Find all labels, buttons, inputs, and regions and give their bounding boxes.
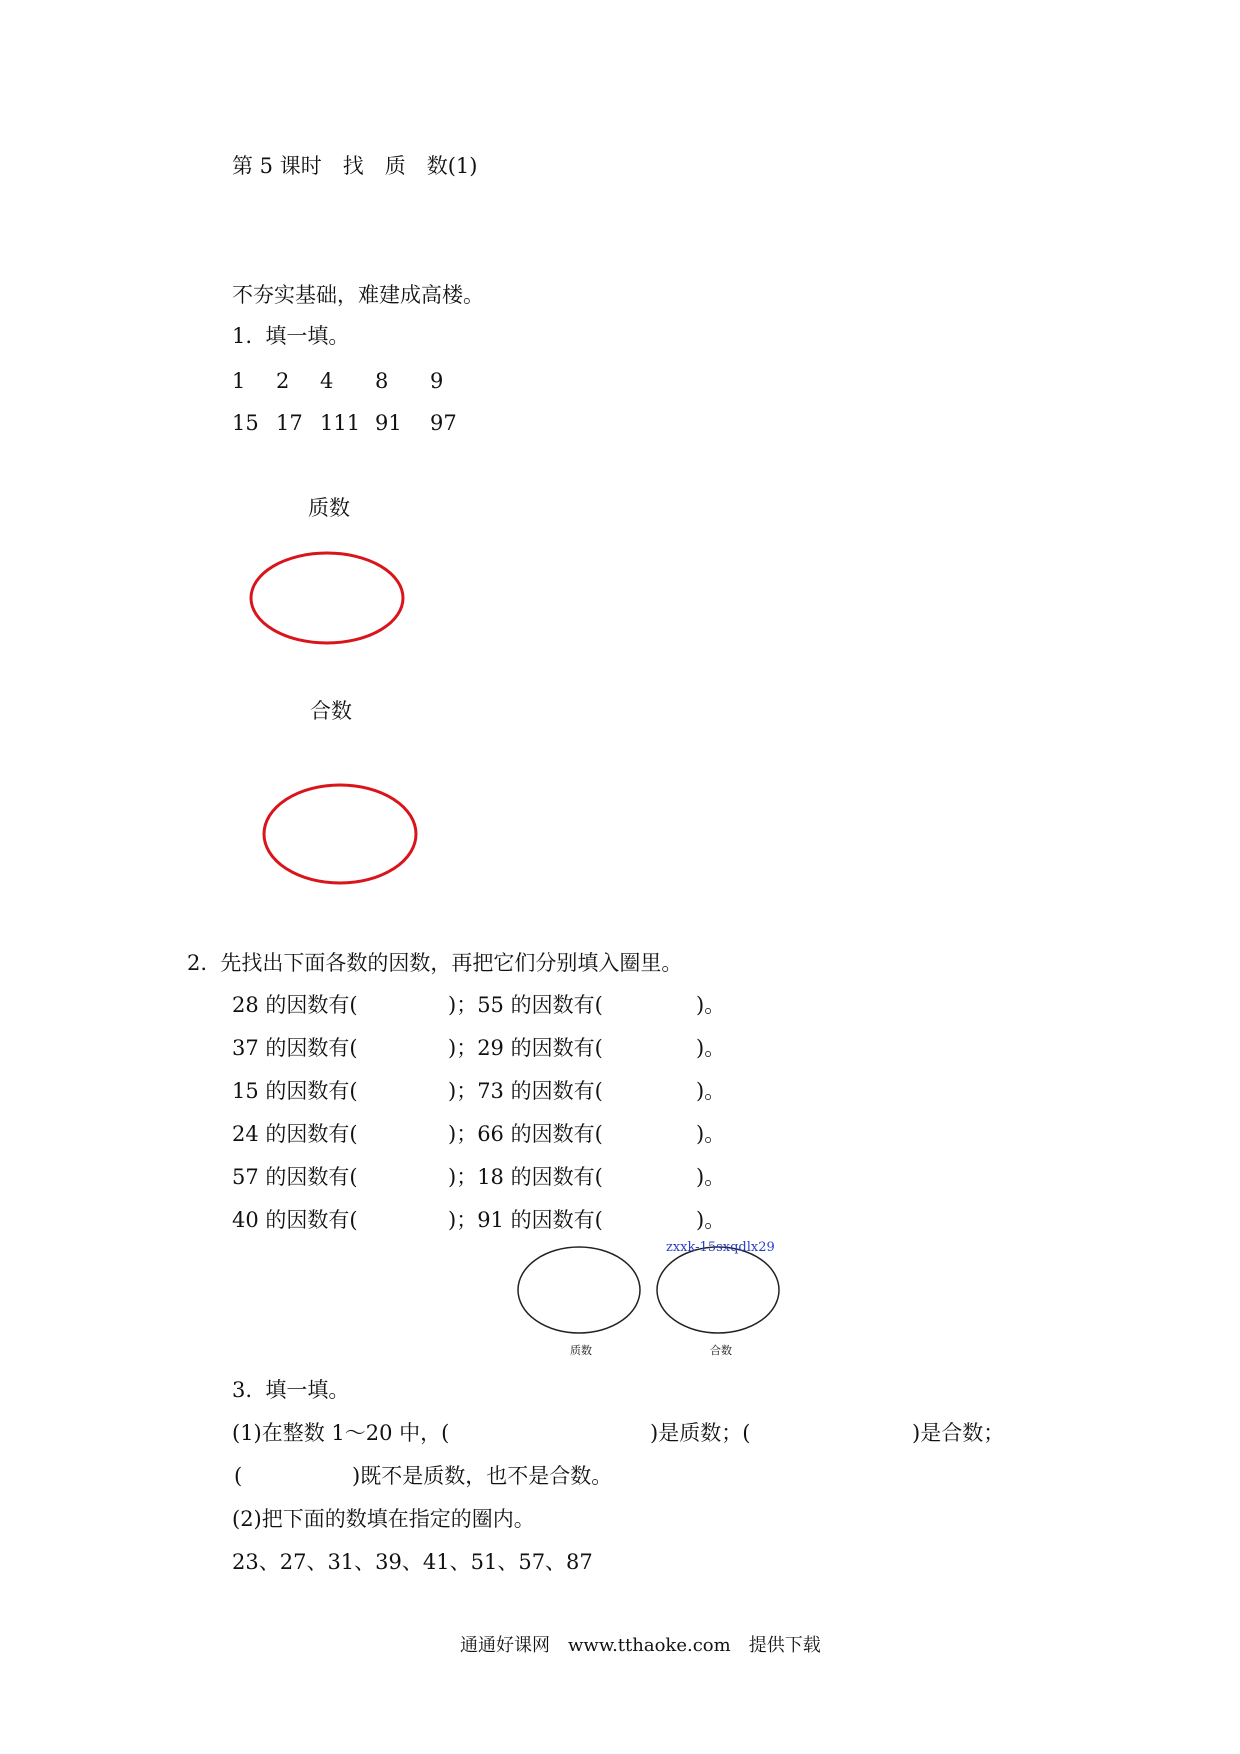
q1-title: 1. 填一填。 [232, 324, 350, 348]
q1-composite-label: 合数 [310, 699, 352, 723]
q2-composite-ellipse [657, 1247, 779, 1333]
q3-p2: (2)把下面的数填在指定的圈内。 [232, 1507, 535, 1531]
q2-row3-mid: )；73 的因数有( [448, 1079, 603, 1103]
q1-prime-label: 质数 [308, 496, 350, 520]
q2-row5-mid: )；18 的因数有( [448, 1165, 603, 1189]
watermark-code: zxxk-15sxqdlx29 [666, 1240, 775, 1255]
footer-text: 通通好课网 www.tthaoke.com 提供下载 [460, 1635, 821, 1656]
q1-row1-n4: 8 [375, 369, 389, 393]
q2-row1-mid: )；55 的因数有( [448, 993, 603, 1017]
q3-p1-part-e: )既不是质数，也不是合数。 [352, 1464, 613, 1488]
q3-p1-part-b: )是质数；( [650, 1421, 751, 1445]
q1-row2-n5: 97 [430, 411, 457, 435]
q1-row2-n1: 15 [232, 411, 259, 435]
section-motto: 不夯实基础，难建成高楼。 [232, 283, 484, 307]
q3-p1-part-d: ( [234, 1464, 243, 1488]
q3-p1-part-c: )是合数； [912, 1421, 1005, 1445]
page-title: 第 5 课时 找 质 数(1) [232, 154, 478, 178]
q2-row3-end: )。 [696, 1079, 726, 1103]
q1-row2-n2: 17 [276, 411, 303, 435]
q2-row2-left: 37 的因数有( [232, 1036, 358, 1060]
q1-row1-n3: 4 [320, 369, 334, 393]
q2-row2-mid: )；29 的因数有( [448, 1036, 603, 1060]
q2-row2-end: )。 [696, 1036, 726, 1060]
q1-row1-n1: 1 [232, 369, 246, 393]
q2-row1-left: 28 的因数有( [232, 993, 358, 1017]
q1-row2-n3: 111 [320, 411, 361, 435]
q2-row1-end: )。 [696, 993, 726, 1017]
q2-title: 2. 先找出下面各数的因数，再把它们分别填入圈里。 [187, 951, 683, 975]
q2-row4-mid: )；66 的因数有( [448, 1122, 603, 1146]
q2-row5-end: )。 [696, 1165, 726, 1189]
q1-composite-ellipse [264, 785, 416, 883]
q1-prime-ellipse [251, 553, 403, 643]
q2-row5-left: 57 的因数有( [232, 1165, 358, 1189]
q2-composite-label: 合数 [710, 1344, 732, 1357]
q3-numbers: 23、27、31、39、41、51、57、87 [232, 1550, 593, 1574]
q2-row4-end: )。 [696, 1122, 726, 1146]
q2-row6-left: 40 的因数有( [232, 1208, 358, 1232]
q2-row6-end: )。 [696, 1208, 726, 1232]
q2-row4-left: 24 的因数有( [232, 1122, 358, 1146]
q3-title: 3. 填一填。 [232, 1378, 350, 1402]
q2-row6-mid: )；91 的因数有( [448, 1208, 603, 1232]
q2-prime-ellipse [518, 1247, 640, 1333]
q3-p1-part-a: (1)在整数 1～20 中，( [232, 1421, 450, 1445]
q2-row3-left: 15 的因数有( [232, 1079, 358, 1103]
q2-prime-label: 质数 [570, 1344, 592, 1357]
q1-row1-n2: 2 [276, 369, 290, 393]
q1-row1-n5: 9 [430, 369, 444, 393]
q1-row2-n4: 91 [375, 411, 402, 435]
